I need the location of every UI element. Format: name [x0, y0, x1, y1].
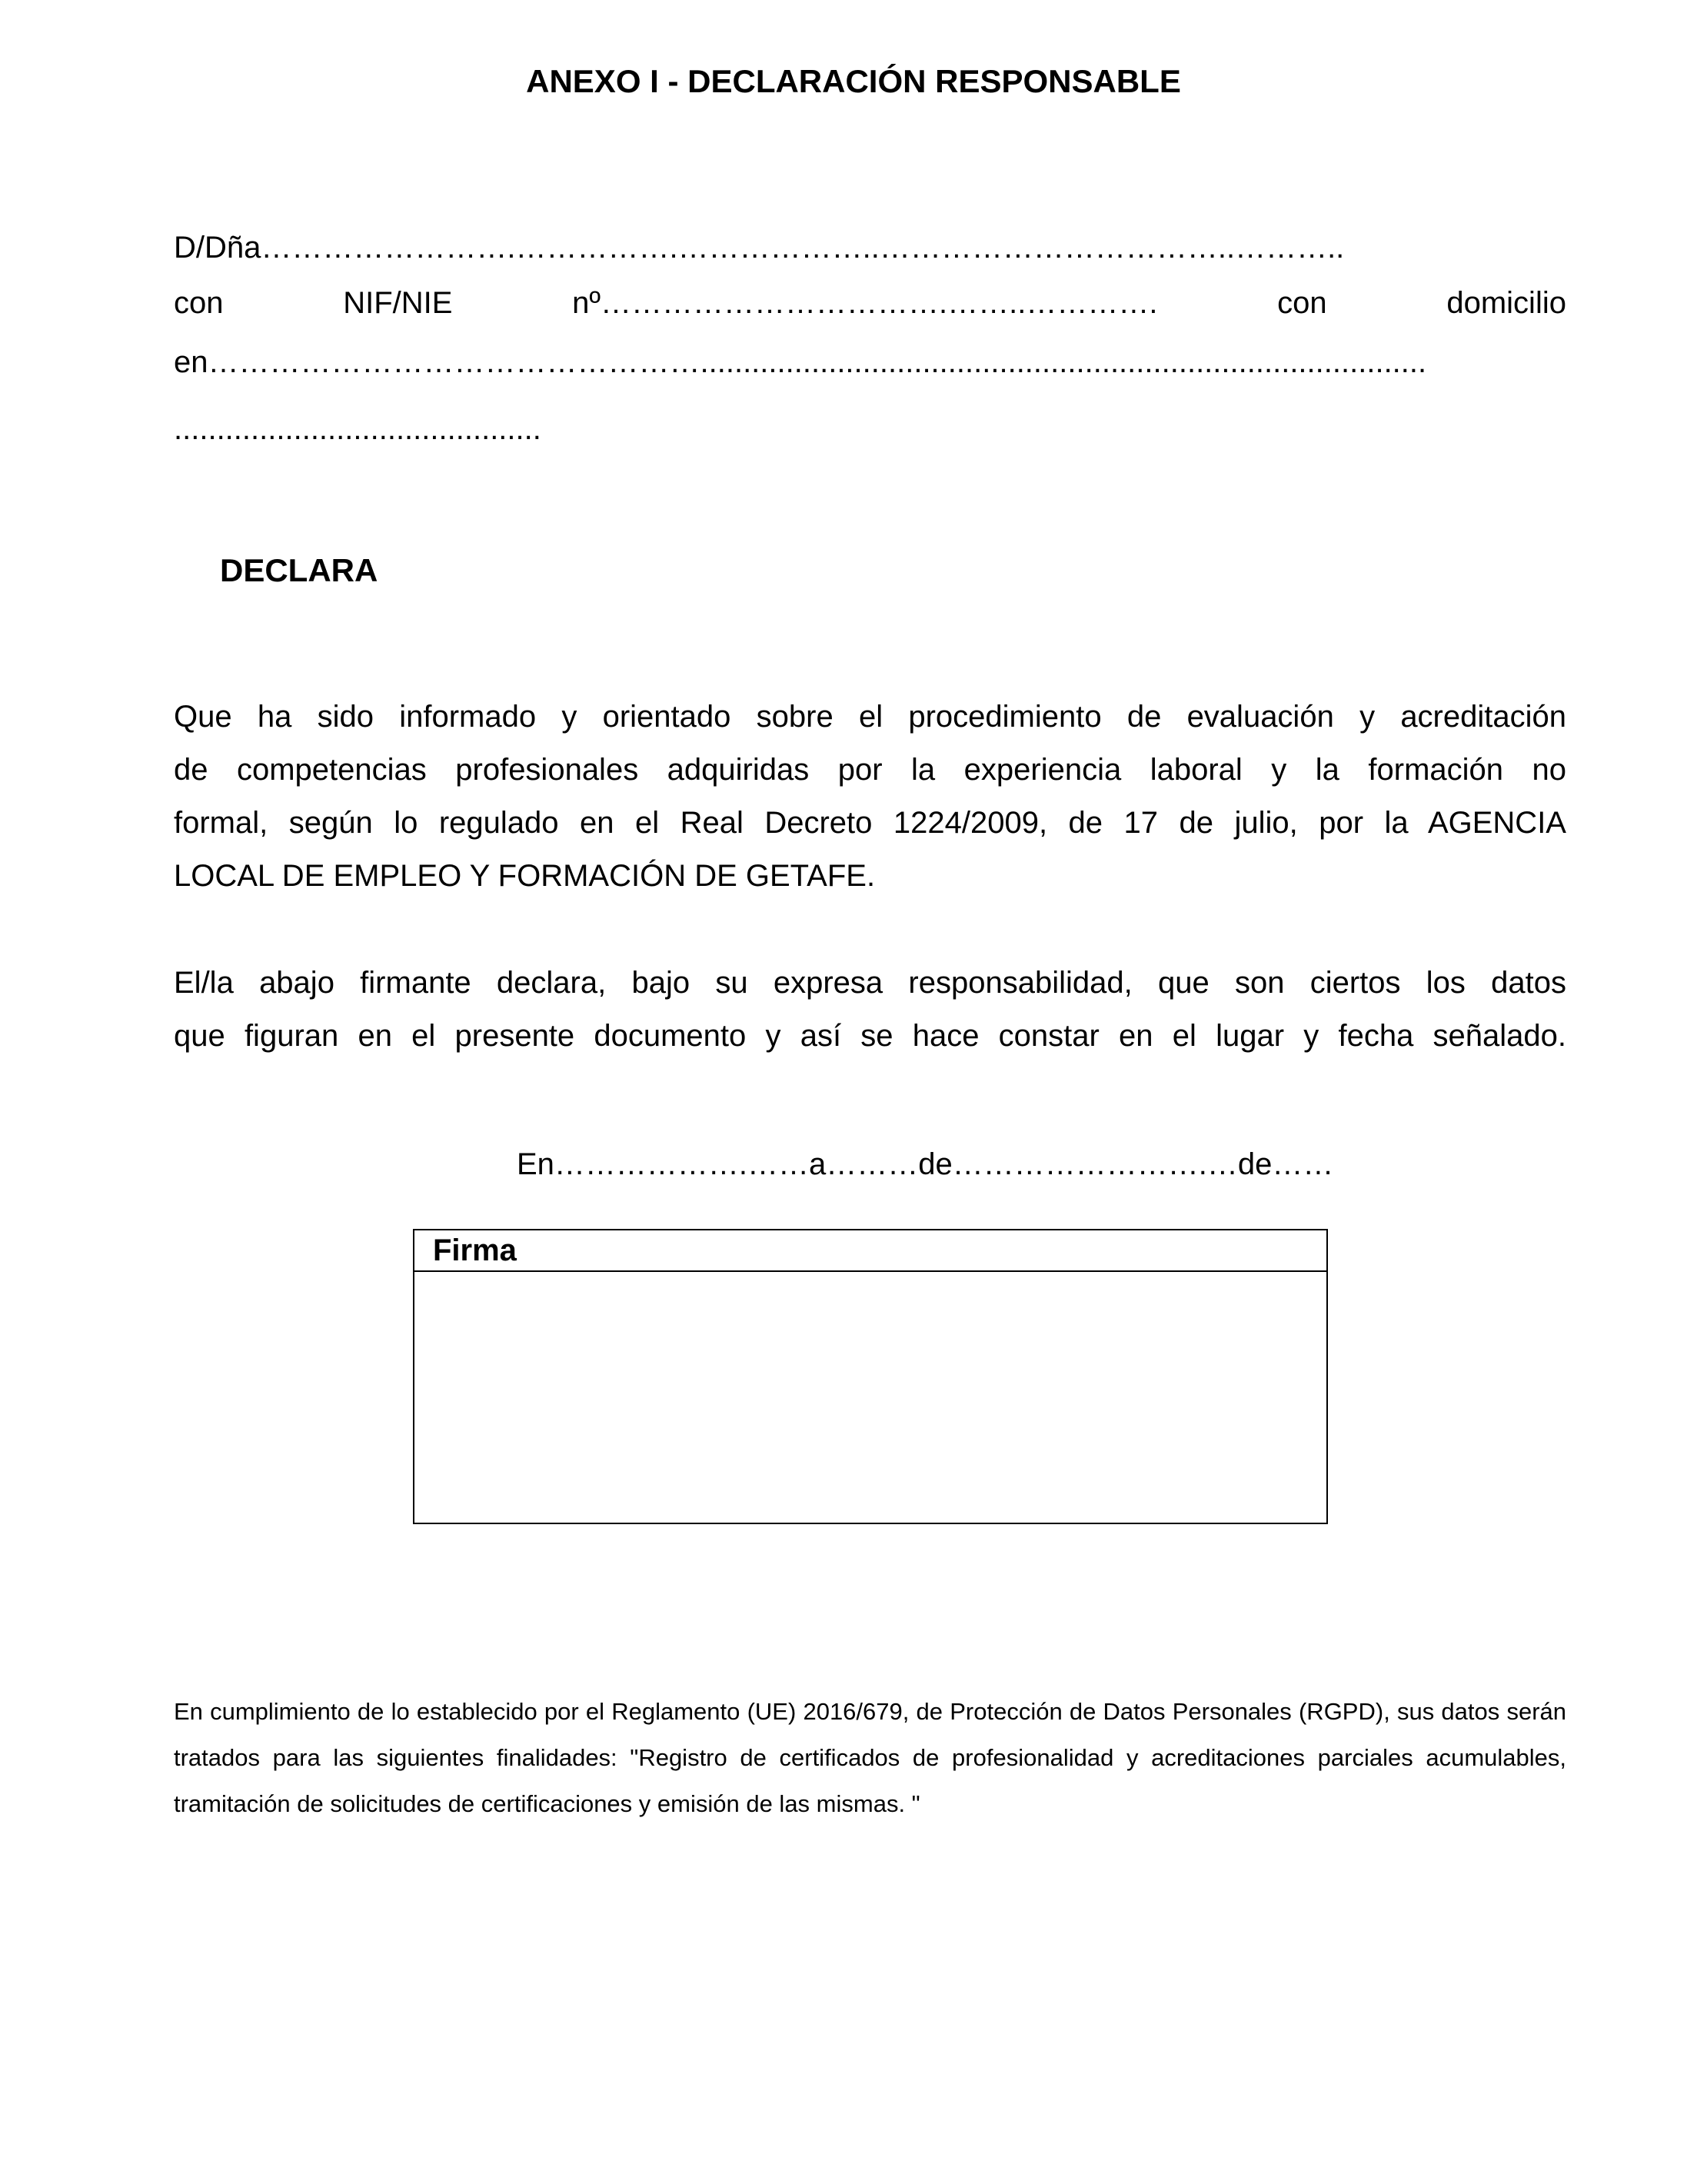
nif-word: con	[174, 286, 224, 320]
declara-heading: DECLARA	[220, 552, 378, 588]
paragraph-line: formal, según lo regulado en el Real Decreto 1224/2009, de 17 de julio, por la AGENCIA	[174, 806, 1566, 840]
name-label: D/Dña	[174, 231, 261, 265]
paragraph-1	[174, 691, 1566, 903]
address-field-continued[interactable]: ...........................................	[174, 412, 541, 446]
signature-label: Firma	[414, 1230, 1326, 1272]
name-field-line	[174, 231, 1566, 265]
address-field[interactable]: ………………………………………….....................................................................................	[208, 345, 1427, 379]
paragraph-line: Que ha sido informado y orientado sobre el procedimiento de evaluación y acreditación	[174, 700, 1566, 734]
name-field[interactable]: …………………….…………….………………..……………………………..………..	[261, 231, 1345, 265]
paragraph-2	[174, 957, 1566, 1063]
paragraph-line: de competencias profesionales adquiridas por la experiencia laboral y la formación no	[174, 753, 1566, 787]
place-date-line[interactable]: En……………….……a………de…………………….…de……	[517, 1147, 1334, 1181]
address-line	[174, 345, 1566, 380]
data-protection-notice: En cumplimiento de lo establecido por el Reglamento (UE) 2016/679, de Protección de Datos Personales (RGPD), sus datos serán tratados para las siguientes finalidades: "Registro de certificados de profesionalidad y acreditaciones parciales acumulables, tramitación de solicitudes de certificaciones y emisión de las mismas. "	[174, 1698, 1566, 1817]
nif-field[interactable]: nº…………………………….……..………….	[572, 286, 1158, 320]
paragraph-line: El/la abajo firmante declara, bajo su expresa responsabilidad, que son ciertos los datos	[174, 966, 1566, 1000]
paragraph-line: LOCAL DE EMPLEO Y FORMACIÓN DE GETAFE.	[174, 859, 876, 893]
nif-word: NIF/NIE	[343, 286, 453, 320]
paragraph-line: que figuran en el presente documento y así se hace constar en el lugar y fecha señalado.	[174, 1019, 1566, 1053]
nif-line	[174, 286, 1566, 321]
address-label: en	[174, 345, 208, 379]
signature-box[interactable]	[413, 1229, 1328, 1524]
nif-word: domicilio	[1446, 286, 1566, 320]
document-title: ANEXO I - DECLARACIÓN RESPONSABLE	[526, 63, 1181, 99]
nif-word: con	[1277, 286, 1327, 320]
